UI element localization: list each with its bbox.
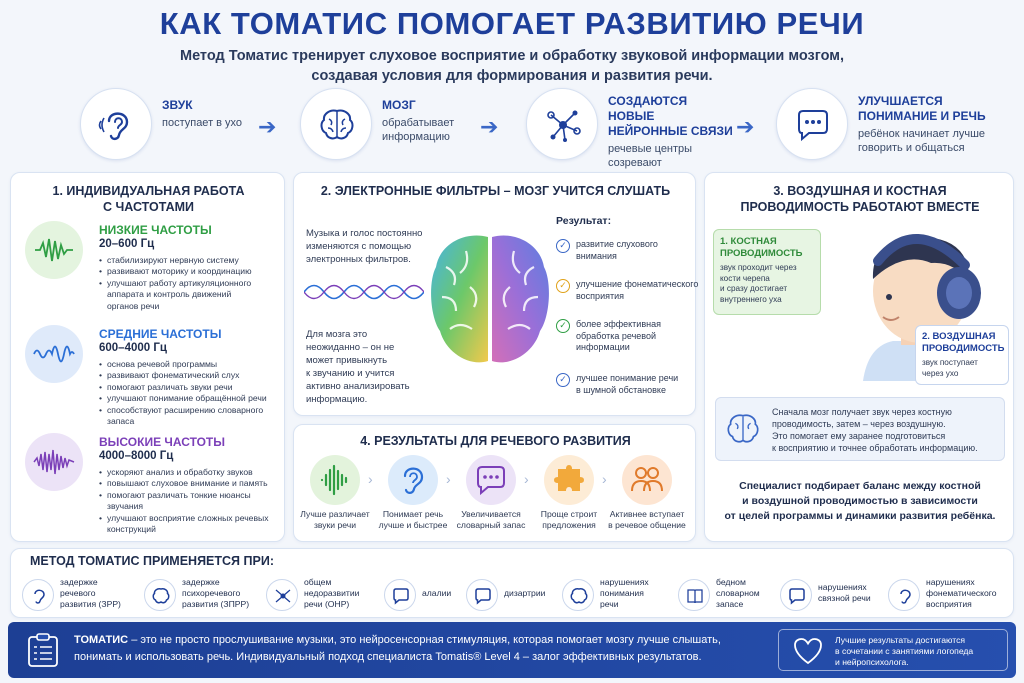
application-item: нарушениях фонематического восприятия xyxy=(888,575,1010,619)
application-item: нарушениях связной речи xyxy=(780,575,886,619)
application-item: нарушениях понимания речи xyxy=(562,575,672,619)
speech-bubble-icon xyxy=(793,105,833,145)
application-item: задержке психоречевого развития (ЗПРР) xyxy=(144,575,256,619)
application-item: алалии xyxy=(384,575,460,619)
sound-wave-icon xyxy=(310,455,360,505)
book-icon xyxy=(685,586,705,606)
application-item: дизартрии xyxy=(466,575,556,619)
panel-frequencies xyxy=(10,172,285,542)
page-title: КАК ТОМАТИС ПОМОГАЕТ РАЗВИТИЮ РЕЧИ xyxy=(159,6,865,41)
low-frequency-wave-icon xyxy=(25,221,83,279)
mid-frequency-range: 600–4000 Гц xyxy=(99,342,167,354)
brain-icon xyxy=(569,586,589,606)
brain-icon xyxy=(724,410,762,448)
result-label: Проще строит предложения xyxy=(540,509,598,530)
flow-step-sound: ЗВУК поступает в ухо xyxy=(80,88,270,160)
ear-icon xyxy=(29,586,49,606)
speech-bubble-icon xyxy=(787,586,807,606)
conduction-note-box: Сначала мозг получает звук через костную проводимость, затем – через воздушную. Это помогает ему заранее подготовиться к восприятию и точнее обработать информацию. xyxy=(715,397,1005,461)
panel-frequencies-title: 1. ИНДИВИДУАЛЬНАЯ РАБОТА С ЧАСТОТАМИ xyxy=(52,184,245,214)
clipboard-icon xyxy=(26,632,60,668)
bone-conduction-callout: 1. КОСТНАЯ ПРОВОДИМОСТЬ звук проходит через кости черепа и сразу достигает внутреннего уха xyxy=(713,229,821,315)
footer-text: ТОМАТИС – это не просто прослушивание музыки, это нейросенсорная стимуляция, которая помогает мозгу лучше слышать, понимать и использовать речь. Индивидуальный подход специалиста Tomatis® Level 4 – залог эффективных результатов. xyxy=(74,634,721,663)
sound-wave-icon xyxy=(304,277,424,307)
neuron-icon xyxy=(273,586,293,606)
high-frequency-wave-icon xyxy=(25,433,83,491)
result-label: Понимает речь лучше и быстрее xyxy=(378,509,448,530)
arrow-icon: › xyxy=(368,471,373,487)
flow-step-neurons: СОЗДАЮТСЯ НОВЫЕ НЕЙРОННЫЕ СВЯЗИ речевые центры созревают xyxy=(526,88,736,160)
speech-bubble-icon xyxy=(391,586,411,606)
flow-arrow-icon: ➔ xyxy=(480,114,499,139)
result-label: Активнее вступает в речевое общение xyxy=(608,509,686,530)
air-conduction-callout: 2. ВОЗДУШНАЯ ПРОВОДИМОСТЬ звук поступает через ухо xyxy=(915,325,1009,385)
flow-step-speech: УЛУЧШАЕТСЯ ПОНИМАНИЕ И РЕЧЬ ребёнок начинает лучше говорить и общаться xyxy=(776,88,996,160)
ear-icon xyxy=(97,105,137,145)
colorful-brain-icon xyxy=(426,227,554,377)
heart-icon xyxy=(793,637,823,665)
flow-step-brain: МОЗГ обрабатывает информацию xyxy=(300,88,480,160)
low-frequency-range: 20–600 Гц xyxy=(99,238,155,250)
panel-conduction-title: 3. ВОЗДУШНАЯ И КОСТНАЯ ПРОВОДИМОСТЬ РАБОТАЮТ ВМЕСТЕ xyxy=(740,184,980,214)
panel-results xyxy=(293,424,696,542)
flow-arrow-icon: ➔ xyxy=(258,114,277,139)
high-frequency-title: ВЫСОКИЕ ЧАСТОТЫ xyxy=(99,435,226,449)
page-subtitle: Метод Томатис тренирует слуховое восприятие и обработку звуковой информации мозгом, создавая условия для формирования и развития речи. xyxy=(179,48,844,84)
check-icon: ✓ xyxy=(556,373,570,387)
mid-frequency-wave-icon xyxy=(25,325,83,383)
ear-icon xyxy=(388,455,438,505)
result-label: Лучше различает звуки речи xyxy=(300,509,370,530)
mid-frequency-list: • основа речевой программы • развивают фонематический слух • помогают различать звуки речи • улучшают понимание обращённой речи • способствуют расширению словарного запаса xyxy=(99,359,284,427)
filters-explanation-text: Для мозга это неожиданно – он не может привыкнуть к звучанию и учится активно анализировать информацию. xyxy=(306,329,410,405)
panel-electronic-filters: 2. ЭЛЕКТРОННЫЕ ФИЛЬТРЫ – МОЗГ УЧИТСЯ СЛУШАТЬ Музыка и голос постоянно изменяются с помощью электронных фильтров. Для мозга это неожиданно – он не может привыкнуть к звучанию и учится активно анализировать информацию. Результат: ✓ развитие слухового внимания ✓ улучшение фонематического восприятия ✓ более эффективная обработка речевой информации ✓ лучшее понимание речи в шумной обстановке xyxy=(293,172,696,416)
low-frequency-title: НИЗКИЕ ЧАСТОТЫ xyxy=(99,223,212,237)
arrow-icon: › xyxy=(524,471,529,487)
application-item: задержке речевого развития (ЗРР) xyxy=(22,575,130,619)
check-icon: ✓ xyxy=(556,279,570,293)
brain-icon xyxy=(151,586,171,606)
specialist-note: Специалист подбирает баланс между костной и воздушной проводимостью в зависимости от целей программы и динамики развития ребёнка. xyxy=(724,480,996,522)
puzzle-icon xyxy=(544,455,594,505)
mid-frequency-title: СРЕДНИЕ ЧАСТОТЫ xyxy=(99,327,222,341)
high-frequency-range: 4000–8000 Гц xyxy=(99,450,174,462)
low-frequency-list: • стабилизируют нервную систему • развивают моторику и координацию • улучшают работу артикуляционного аппарата и контроль движений органов речи xyxy=(99,255,252,312)
brain-icon xyxy=(317,105,357,145)
arrow-icon: › xyxy=(446,471,451,487)
check-icon: ✓ xyxy=(556,319,570,333)
people-icon xyxy=(622,455,672,505)
result-label: Увеличивается словарный запас xyxy=(456,509,526,530)
high-frequency-list: • ускоряют анализ и обработку звуков • повышают слуховое внимание и память • помогают различать тонкие нюансы звучания • улучшают восприятие сложных речевых конструкций xyxy=(99,467,284,535)
panel-results-title: 4. РЕЗУЛЬТАТЫ ДЛЯ РЕЧЕВОГО РАЗВИТИЯ xyxy=(360,434,631,448)
result-title: Результат: xyxy=(556,215,612,227)
flow-arrow-icon: ➔ xyxy=(736,114,755,139)
check-icon: ✓ xyxy=(556,239,570,253)
arrow-icon: › xyxy=(602,471,607,487)
footer-note-box: Лучшие результаты достигаются в сочетании с занятиями логопеда и нейропсихолога. xyxy=(778,629,1008,671)
panel-filters-title: 2. ЭЛЕКТРОННЫЕ ФИЛЬТРЫ – МОЗГ УЧИТСЯ СЛУШАТЬ xyxy=(320,184,671,198)
application-item: общем недоразвитии речи (ОНР) xyxy=(266,575,376,619)
speech-bubble-icon xyxy=(466,455,516,505)
applications-title: МЕТОД ТОМАТИС ПРИМЕНЯЕТСЯ ПРИ: xyxy=(30,554,274,568)
neuron-icon xyxy=(543,105,583,145)
footer-banner xyxy=(8,622,1016,678)
application-item: бедном словарном запасе xyxy=(678,575,778,619)
speech-bubble-icon xyxy=(473,586,493,606)
filters-intro-text: Музыка и голос постоянно изменяются с помощью электронных фильтров. xyxy=(306,228,423,265)
panel-conduction xyxy=(704,172,1014,542)
ear-icon xyxy=(895,586,915,606)
